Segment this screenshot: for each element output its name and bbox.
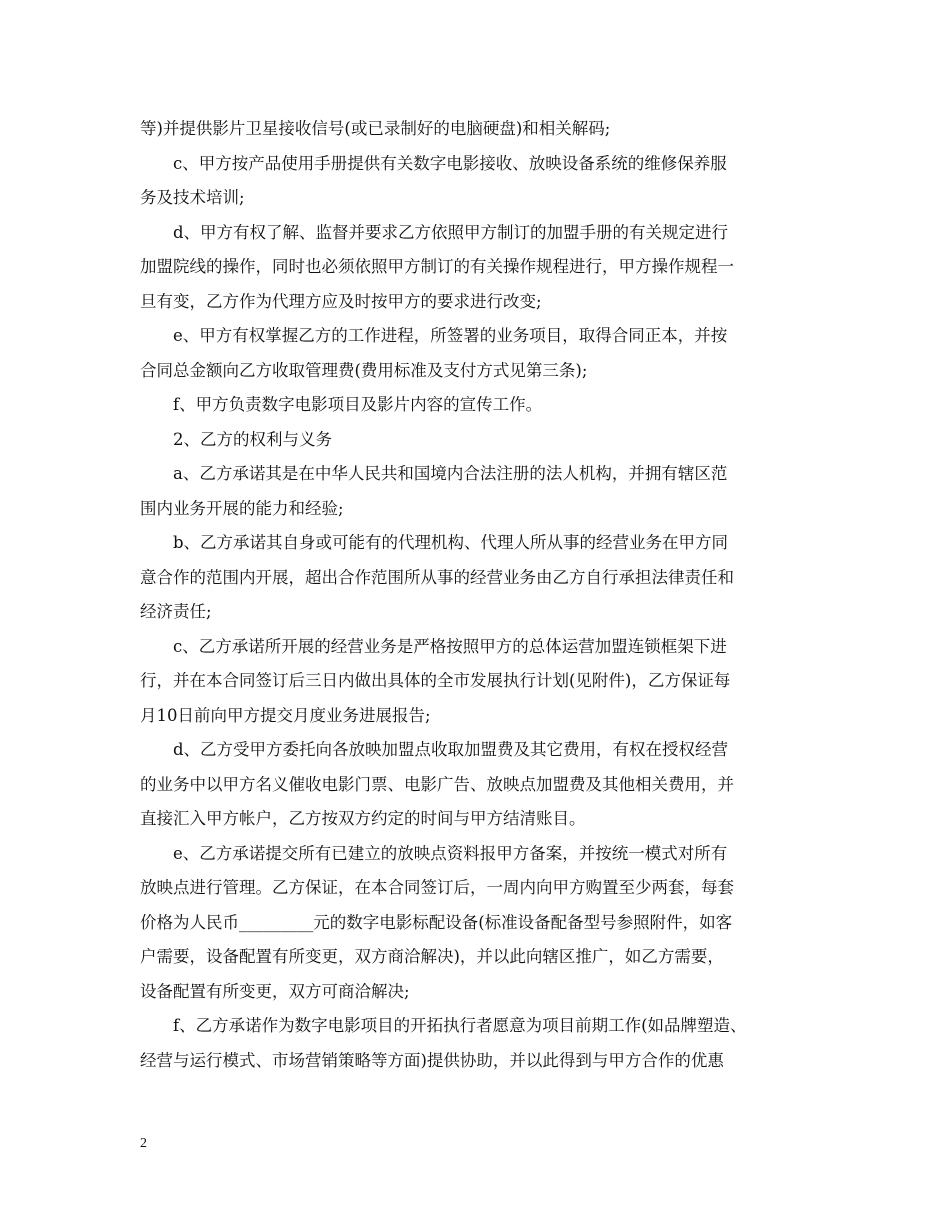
text-line: 月10日前向甲方提交月度业务进展报告; [140,705,431,725]
text-line: f、甲方负责数字电影项目及影片内容的宣传工作。 [173,395,543,414]
text-line: 意合作的范围内开展，超出合作范围所从事的经营业务由乙方自行承担法律责任和 [140,567,734,587]
text-line: b、乙方承诺其自身或可能有的代理机构、代理人所从事的经营业务在甲方同 [173,533,729,552]
text-line: 设备配置有所变更，双方可商洽解决; [140,981,410,1001]
text-line: 旦有变，乙方作为代理方应及时按甲方的要求进行改变; [140,291,542,311]
text-line: 等)并提供影片卫星接收信号(或已录制好的电脑硬盘)和相关解码; [140,119,611,138]
text-line: 加盟院线的操作，同时也必须依照甲方制订的有关操作规程进行，甲方操作规程一 [140,257,734,276]
text-line: 放映点进行管理。乙方保证，在本合同签订后，一周内向甲方购置至少两套，每套 [140,878,734,897]
document-body [140,112,840,1078]
text-line: d、甲方有权了解、监督并要求乙方依照甲方制订的加盟手册的有关规定进行 [173,222,729,242]
text-line: d、乙方受甲方委托向各放映加盟点收取加盟费及其它费用，有权在授权经营 [173,740,729,759]
text-line: e、甲方有权掌握乙方的工作进程，所签署的业务项目，取得合同正本，并按 [173,326,728,345]
text-line: e、乙方承诺提交所有已建立的放映点资料报甲方备案，并按统一模式对所有 [173,843,728,863]
text-line: a、乙方承诺其是在中华人民共和国境内合法注册的法人机构，并拥有辖区范 [173,464,728,483]
text-line: 经营与运行模式、市场营销策略等方面)提供协助，并以此得到与甲方合作的优惠 [140,1050,724,1070]
text-line: 的业务中以甲方名义催收电影门票、电影广告、放映点加盟费及其他相关费用，并 [140,774,734,794]
text-line: f、乙方承诺作为数字电影项目的开拓执行者愿意为项目前期工作(如品牌塑造、 [173,1016,747,1035]
text-line: c、甲方按产品使用手册提供有关数字电影接收、放映设备系统的维修保养服 [173,153,727,173]
text-line: 合同总金额向乙方收取管理费(费用标准及支付方式见第三条); [140,360,588,380]
text-line: 务及技术培训; [140,188,245,207]
text-line: 户需要，设备配置有所变更，双方商洽解决)，并以此向辖区推广，如乙方需要， [140,947,724,966]
text-line: 价格为人民币_________元的数字电影标配设备(标准设备配备型号参照附件，如客 [140,912,733,932]
text-line: 行，并在本合同签订后三日内做出具体的全市发展执行计划(见附件)，乙方保证每 [140,671,731,690]
text-line: 围内业务开展的能力和经验; [140,498,344,518]
page-number: 2 [140,1136,147,1151]
text-line: 经济责任; [140,602,212,621]
text-line: 2、乙方的权利与义务 [173,429,332,449]
text-line: c、乙方承诺所开展的经营业务是严格按照甲方的总体运营加盟连锁框架下进 [173,636,727,656]
text-line: 直接汇入甲方帐户，乙方按双方约定的时间与甲方结清账目。 [140,809,586,828]
